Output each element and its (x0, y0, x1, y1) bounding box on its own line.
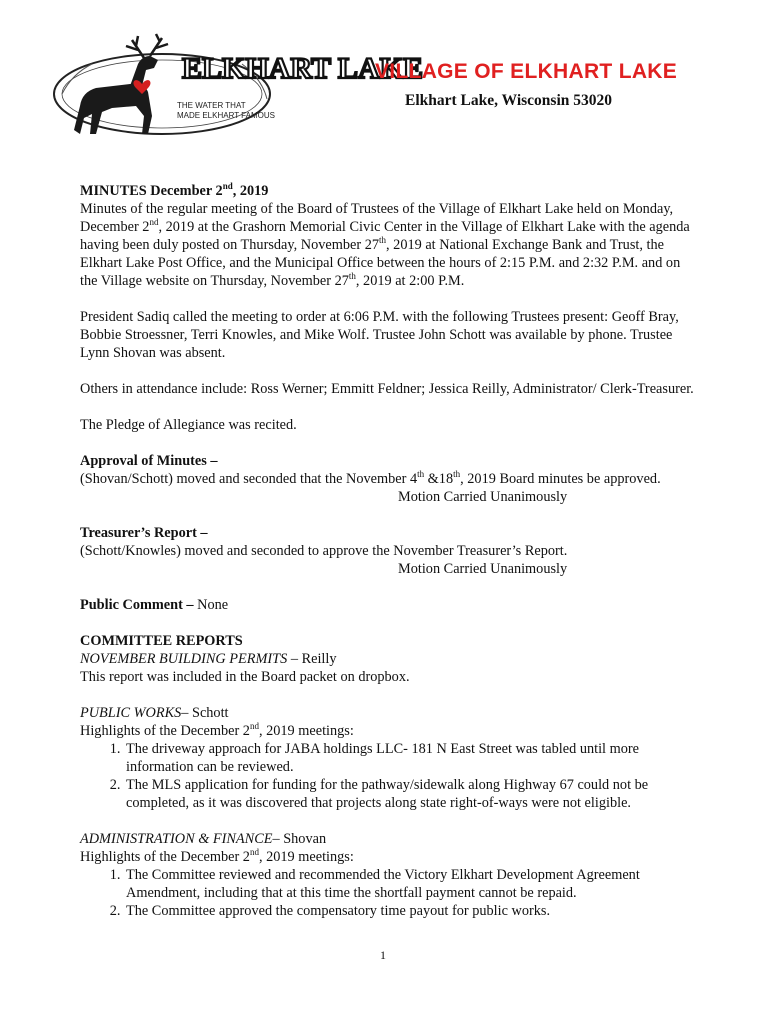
building-permits-title: NOVEMBER BUILDING PERMITS – Reilly (80, 651, 337, 667)
approval-result: Motion Carried Unanimously (398, 489, 568, 505)
admin-finance-list (80, 866, 695, 920)
building-permits-text: This report was included in the Board packet on dropbox. (80, 669, 410, 685)
page-number: 1 (380, 948, 386, 962)
village-title: VILLAGE OF ELKHART LAKE (375, 60, 678, 83)
approval-motion: (Shovan/Schott) moved and seconded that the November 4th &18th, 2019 Board minutes be approved. (80, 469, 661, 487)
treasurer-motion: (Schott/Knowles) moved and seconded to approve the November Treasurer’s Report. (80, 543, 568, 559)
list-item: 1. The Committee reviewed and recommended the Victory Elkhart Development Agreement Amendment, including that at this time the shortfall payment cannot be repaid. (124, 866, 695, 902)
minutes-body (80, 182, 695, 920)
treasurer-heading: Treasurer’s Report – (80, 525, 208, 541)
list-item: 2. The MLS application for funding for the pathway/sidewalk along Highway 67 could not be completed, as it was discovered that projects along state right-of-ways were not eligible. (124, 776, 695, 812)
pledge: The Pledge of Allegiance was recited. (80, 417, 297, 433)
list-item: 1. The driveway approach for JABA holdings LLC- 181 N East Street was tabled until more information can be reviewed. (124, 740, 695, 776)
public-works-title: PUBLIC WORKS– Schott (80, 705, 229, 721)
public-comment: Public Comment – None (80, 597, 229, 613)
public-works-list (80, 740, 695, 812)
treasurer-result: Motion Carried Unanimously (398, 561, 568, 577)
admin-finance-title: ADMINISTRATION & FINANCE– Shovan (80, 831, 327, 847)
admin-finance-highlights: Highlights of the December 2nd, 2019 meetings: (80, 847, 354, 865)
elkhart-lake-logo (52, 34, 423, 146)
village-address: Elkhart Lake, Wisconsin 53020 (405, 92, 613, 109)
list-item: 2. The Committee approved the compensatory time payout for public works. (124, 902, 695, 920)
svg-text:MADE ELKHART FAMOUS: MADE ELKHART FAMOUS (177, 111, 275, 120)
svg-text:THE WATER THAT: THE WATER THAT (177, 101, 246, 110)
minutes-heading: MINUTES December 2nd, 2019 (80, 181, 269, 199)
minutes-intro: Minutes of the regular meeting of the Board of Trustees of the Village of Elkhart Lake held on Monday, December 2nd, 2019 at the Grashorn Memorial Civic Center in the Village of Elkhart Lake with the agenda having been duly posted on Thursday, November 27th, 2019 at National Exchange Bank and Trust, the Elkhart Lake Post Office, and the Municipal Office between the hours of 2:15 P.M. and 2:32 P.M. and on the Village website on Thursday, November 27th, 2019 at 2:00 P.M. (80, 201, 690, 289)
committee-heading: COMMITTEE REPORTS (80, 633, 243, 649)
attendance: Others in attendance include: Ross Werner; Emmitt Feldner; Jessica Reilly, Administrator/ Clerk-Treasurer. (80, 381, 694, 397)
approval-heading: Approval of Minutes – (80, 453, 218, 469)
roll-call: President Sadiq called the meeting to order at 6:06 P.M. with the following Trustees present: Geoff Bray, Bobbie Stroessner, Terri Knowles, and Mike Wolf. Trustee John Schott was available by phone. Trustee Lynn Shovan was absent. (80, 309, 679, 361)
public-works-highlights: Highlights of the December 2nd, 2019 meetings: (80, 721, 354, 739)
svg-text:ELKHART LAKE: ELKHART LAKE (182, 52, 423, 85)
